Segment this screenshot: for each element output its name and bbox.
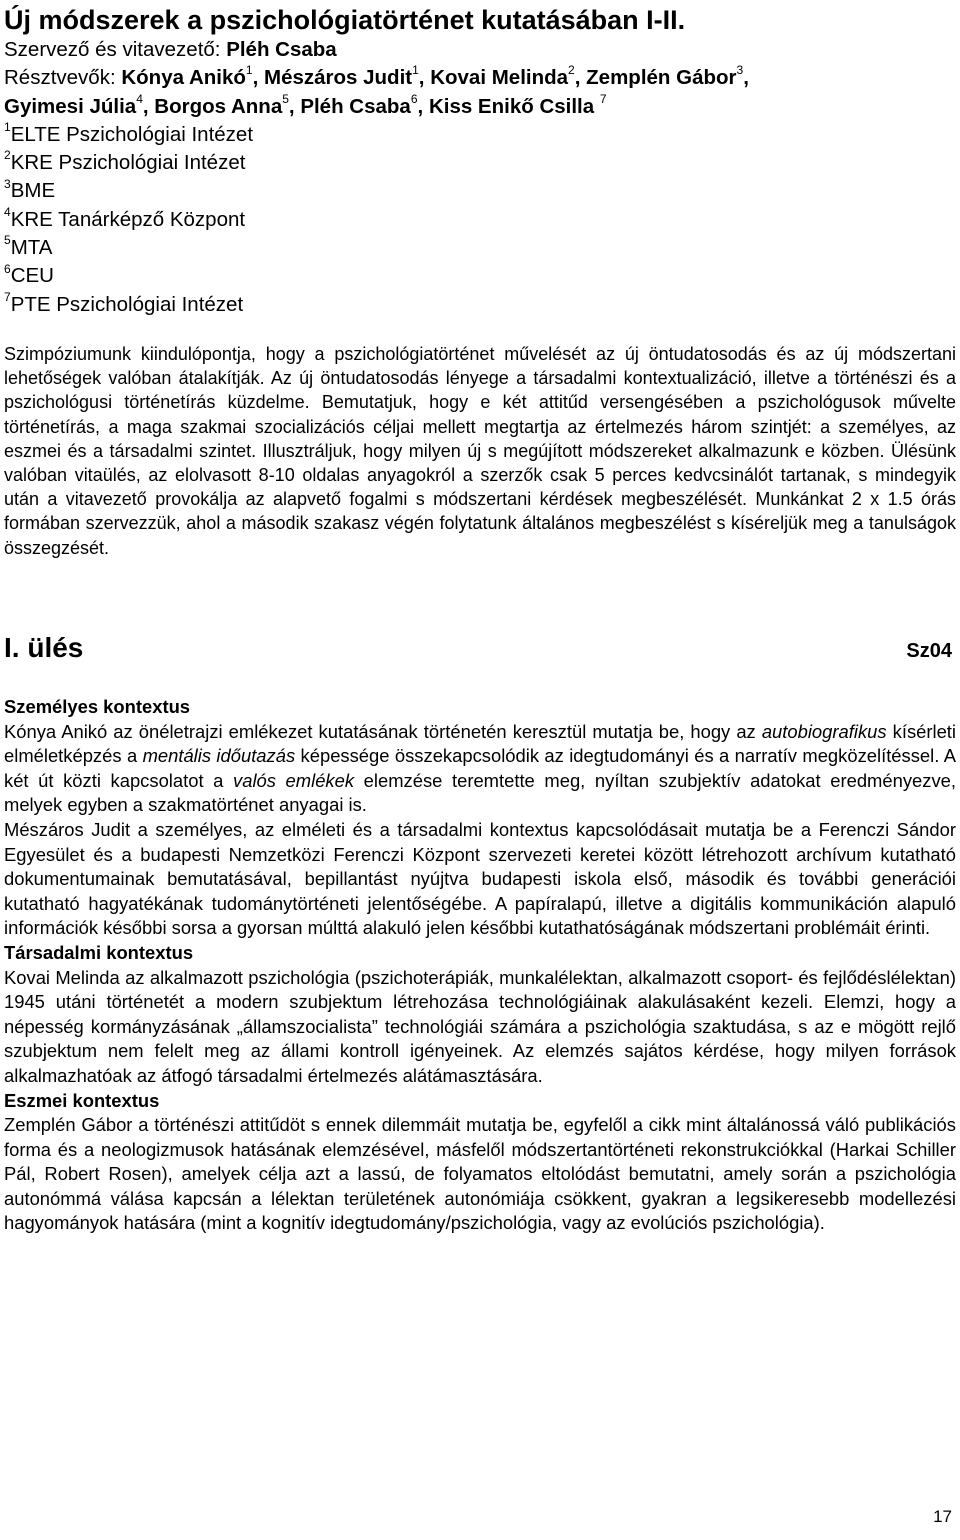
- paragraph-zemplen: Zemplén Gábor a történészi attitűdöt s ennek dilemmáit mutatja be, egyfelől a cikk mint általánossá váló publikációs forma és a neologizmusok hatásának elemzésével, másfelől módszertantörténeti rekonstrukciókkal (Harkai Schiller Pál, Robert Rosen), amelyek célja azt a lassú, de folyamatos eltolódást bemutatni, amely során a pszichológia autonómmá válása kapcsán a lélektan területének autonómiája csökkent, gyakran a legsikeresebb modellezési hagyományok hatására (mint a kognitív idegtudomány/pszichológia, vagy az evolúciós pszichológia).: [4, 1114, 956, 1234]
- participants-label: Résztvevők:: [4, 66, 122, 90]
- participants-line-2: [4, 93, 956, 121]
- affiliation-name: KRE Pszichológiai Intézet: [10, 151, 246, 175]
- affiliation-name: ELTE Pszichológiai Intézet: [10, 122, 254, 146]
- text-run: kísérleti elméletképzés a: [4, 720, 956, 767]
- participant-name: Pléh Csaba: [300, 94, 411, 118]
- affiliation-name: CEU: [10, 264, 54, 288]
- text-run: képessége összekapcsolódik az idegtudományi és a narratív megközelítéssel. A két út közti kapcsolatot a: [4, 745, 956, 791]
- participants-line-1: [4, 64, 956, 92]
- organizer-line: [4, 36, 956, 64]
- affiliation-name: KRE Tanárképző Központ: [10, 207, 246, 231]
- participant-sup: 1: [412, 63, 419, 78]
- participant-name: Kiss Enikő Csilla: [428, 94, 595, 118]
- affiliation-sup: 6: [4, 261, 11, 276]
- affiliation-name: MTA: [10, 236, 53, 260]
- session-sections: [4, 695, 956, 1236]
- affiliation-sup: 5: [4, 233, 11, 248]
- affiliation-sup: 1: [4, 120, 11, 135]
- affiliation-item: [4, 121, 956, 149]
- participant-name: Kónya Anikó: [121, 66, 246, 90]
- participant-sep: ,: [288, 94, 301, 118]
- affiliation-item: [4, 149, 956, 177]
- participant-sup: 5: [282, 91, 289, 106]
- participant-sup: 4: [136, 91, 143, 106]
- affiliation-sup: 4: [4, 204, 11, 219]
- italic-term: valós emlékek: [233, 769, 355, 791]
- affiliation-item: [4, 291, 956, 319]
- participant-sup: 3: [736, 63, 744, 78]
- participant-sep: ,: [574, 66, 587, 90]
- affiliation-sup: 2: [4, 148, 11, 163]
- affiliation-item: [4, 206, 956, 234]
- section-heading-social: Társadalmi kontextus: [4, 941, 194, 963]
- participant-name: Borgos Anna: [154, 94, 283, 118]
- affiliation-item: [4, 262, 956, 290]
- affiliation-item: [4, 177, 956, 205]
- paragraph-kovai: Kovai Melinda az alkalmazott pszichológia (pszichoterápiák, munkalélektan, alkalmazott csoport- és fejlődéslélektan) 1945 utáni történetét a modern szubjektum létrehozása technológiáinak alakulásaként kezeli. Elemzi, hogy a népesség kormányzásának „államszocialista” technológiái számára a pszichológia szaktudása, s az e mögött rejlő szubjektum nem felelt meg az állami kontroll igényeinek. Az elemzés sajátos kérdése, hogy milyen források alkalmazhatóak az átfogó társadalmi értelmezés alátámasztására.: [4, 966, 956, 1086]
- participant-sep: ,: [142, 94, 155, 118]
- participant-sup: 7: [599, 91, 607, 106]
- participant-sep: ,: [417, 94, 429, 118]
- italic-term: mentális időutazás: [142, 745, 296, 767]
- participant-name: Gyimesi Júlia: [4, 94, 137, 118]
- participant-name: Mészáros Judit: [264, 66, 413, 90]
- session-code: Sz04: [906, 640, 952, 662]
- affiliation-name: BME: [10, 179, 56, 203]
- page-number: 17: [933, 1507, 952, 1526]
- affiliation-sup: 7: [4, 289, 11, 304]
- affiliation-name: PTE Pszichológiai Intézet: [10, 292, 244, 316]
- participant-sep: ,: [252, 66, 264, 90]
- affiliation-sup: 3: [4, 176, 11, 191]
- symposium-header: [4, 36, 956, 319]
- affiliation-item: [4, 234, 956, 262]
- session-header: [4, 630, 952, 666]
- participant-sup: 2: [568, 63, 575, 78]
- section-heading-personal: Személyes kontextus: [4, 696, 191, 717]
- document-title: Új módszerek a pszichológiatörténet kutatásában I-II.: [4, 5, 686, 35]
- organizer-label: Szervező és vitavezető:: [4, 38, 227, 61]
- text-run: elemzése teremtette meg, nyíltan szubjektív adatokat eredményezve, melyek egyben a szakmatörténet anyagai is.: [4, 769, 956, 816]
- text-run: Kónya Anikó az önéletrajzi emlékezet kutatásának történetén keresztül mutatja be, hogy az: [4, 720, 762, 742]
- participant-sup: 6: [410, 91, 418, 106]
- organizer-name: Pléh Csaba: [226, 38, 337, 61]
- participant-name: Zemplén Gábor: [586, 66, 737, 90]
- participant-name: Kovai Melinda: [430, 66, 569, 90]
- paragraph-konya: [4, 720, 956, 818]
- italic-term: autobiografikus: [761, 720, 887, 742]
- session-title: I. ülés: [4, 632, 84, 663]
- intro-paragraph: Szimpóziumunk kiindulópontja, hogy a pszichológiatörténet művelését az új öntudatosodás és az új módszertani lehetőségek valóban átalakítják. Az új öntudatosodás lényege a társadalmi kontextualizáció, illetve a történészi és a pszichológusi történetírás küzdelme. Bemutatjuk, hogy e két attitűd versengésében a pszichológusok művelte történetírás, a maga szakmai szocializációs céljai mellett megtartja az értelmezés három szintjét: a személyes, az eszmei és a társadalmi szintet. Illusztráljuk, hogy milyen új s megújított módszereket alkalmazunk e közben. Ülésünk valóban vitaülés, az elolvasott 8-10 oldalas anyagokról a szerzők csak 5 perces kedvcsinálót tartanak, s mindegyik után a vitavezető provokálja az alapvető fogalmi s módszertani kérdések megbeszélését. Munkánkat 2 x 1.5 órás formában szervezzük, ahol a második szakasz végén folytatunk általános megbeszélést s kíséreljük meg a tanulságok összegzését.: [4, 344, 956, 558]
- section-heading-ideas: Eszmei kontextus: [4, 1089, 160, 1111]
- participant-sup: 1: [245, 63, 253, 78]
- affiliation-list: [4, 121, 956, 319]
- participant-sep: ,: [418, 66, 431, 90]
- paragraph-meszaros: Mészáros Judit a személyes, az elméleti és a társadalmi kontextus kapcsolódásait mutatja be a Ferenczi Sándor Egyesület és a budapesti Nemzetközi Ferenczi Központ szervezeti keretei között létrehozott archívum kutatható dokumentumainak bemutatásával, bepillantást nyújtva budapesti iskola első, második és további generációi kutatható hagyatékának tudománytörténeti jelentőségébe. A papíralapú, illetve a digitális kommunikáción alapuló információk későbbi sorsa a gyorsan múlttá alakuló jelen későbbi kutathatóságának módszertani problémáit érinti.: [4, 818, 956, 939]
- participant-sep: ,: [743, 66, 749, 90]
